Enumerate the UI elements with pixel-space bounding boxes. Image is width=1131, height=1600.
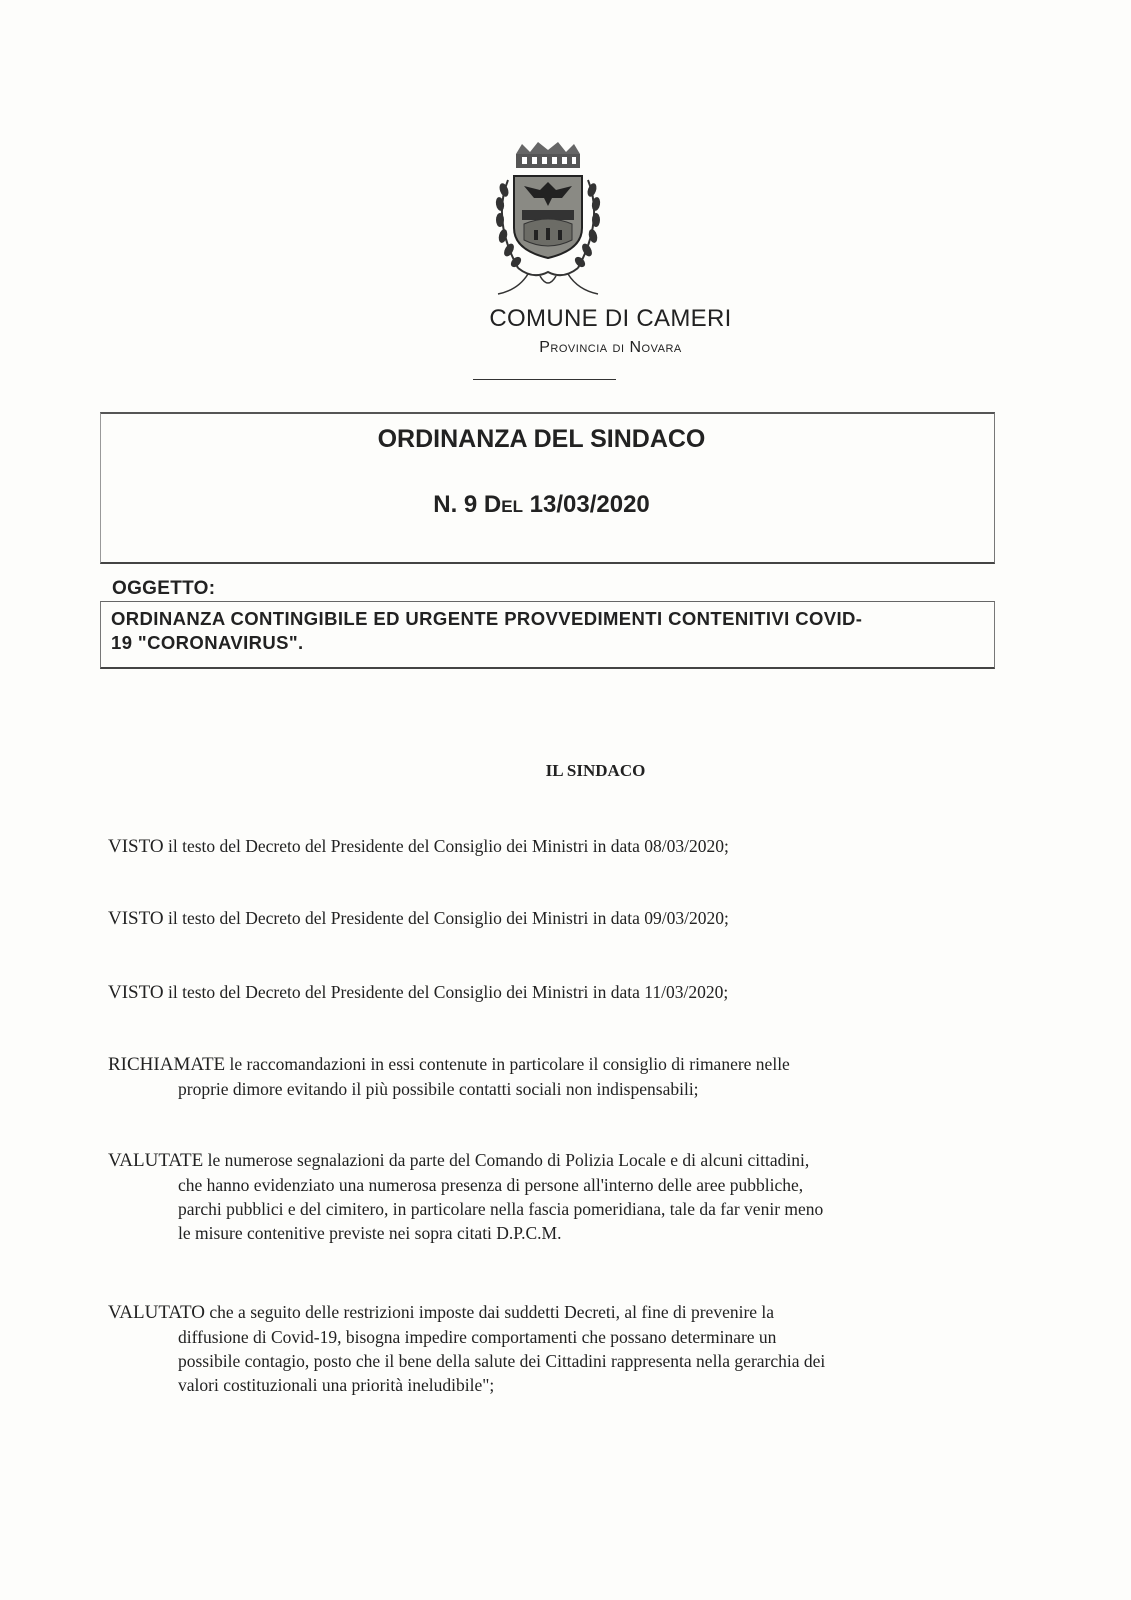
header-divider [473, 379, 616, 380]
paragraph-valutato [108, 1300, 988, 1397]
paragraph-line: le misure contenitive previste nei sopra citati D.P.C.M. [178, 1223, 562, 1243]
subject-line-1: ORDINANZA CONTINGIBILE ED URGENTE PROVVEDIMENTI CONTENITIVI COVID- [111, 608, 863, 629]
section-heading-il-sindaco: IL SINDACO [545, 761, 646, 780]
ordinance-title: ORDINANZA DEL SINDACO [377, 425, 706, 453]
paragraph-line: possibile contagio, posto che il bene della salute dei Cittadini rappresenta nella gerarchia dei [178, 1351, 826, 1371]
paragraph-keyword: VISTO [108, 908, 164, 929]
subject-label: OGGETTO: [112, 578, 216, 599]
paragraph-line: VALUTATO che a seguito delle restrizioni imposte dai suddetti Decreti, al fine di prevenire la [108, 1302, 775, 1323]
paragraph-line: VISTO il testo del Decreto del Presidente del Consiglio dei Ministri in data 08/03/2020; [108, 836, 729, 857]
subject-text [111, 607, 981, 655]
paragraph-line: VALUTATE le numerose segnalazioni da parte del Comando di Polizia Locale e di alcuni cittadini, [108, 1150, 810, 1171]
province-name: Provincia di Novara [539, 339, 682, 356]
paragraph-keyword: RICHIAMATE [108, 1054, 226, 1075]
paragraph-visto-2 [108, 906, 988, 931]
paragraph-keyword: VALUTATE [108, 1150, 204, 1171]
ordinance-number: N. 9 Del 13/03/2020 [433, 491, 650, 518]
paragraph-line: valori costituzionali una priorità ineludibile"; [178, 1375, 495, 1395]
paragraph-line: RICHIAMATE le raccomandazioni in essi contenute in particolare il consiglio di rimanere nelle [108, 1054, 790, 1075]
paragraph-visto-1 [108, 834, 988, 859]
paragraph-keyword: VISTO [108, 836, 164, 857]
paragraph-richiamate [108, 1052, 988, 1101]
subject-line-2: 19 "CORONAVIRUS". [111, 632, 304, 653]
paragraph-line: VISTO il testo del Decreto del Presidente del Consiglio dei Ministri in data 09/03/2020; [108, 908, 729, 929]
paragraph-valutate [108, 1148, 988, 1245]
paragraph-keyword: VALUTATO [108, 1302, 206, 1323]
paragraph-keyword: VISTO [108, 982, 164, 1003]
municipality-name: COMUNE DI CAMERI [489, 305, 732, 332]
paragraph-line: diffusione di Covid-19, bisogna impedire comportamenti che possano determinare un [178, 1327, 777, 1347]
paragraph-line: parchi pubblici e del cimitero, in particolare nella fascia pomeridiana, tale da far venir meno [178, 1199, 824, 1219]
paragraph-line: VISTO il testo del Decreto del Presidente del Consiglio dei Ministri in data 11/03/2020; [108, 982, 729, 1003]
municipal-crest-icon [478, 140, 618, 310]
paragraph-line: che hanno evidenziato una numerosa presenza di persone all'interno delle aree pubbliche, [178, 1175, 804, 1195]
ordinance-box [100, 412, 995, 564]
paragraph-line: proprie dimore evitando il più possibile contatti sociali non indispensabili; [178, 1079, 699, 1099]
subject-box [100, 601, 995, 669]
paragraph-visto-3 [108, 980, 988, 1005]
